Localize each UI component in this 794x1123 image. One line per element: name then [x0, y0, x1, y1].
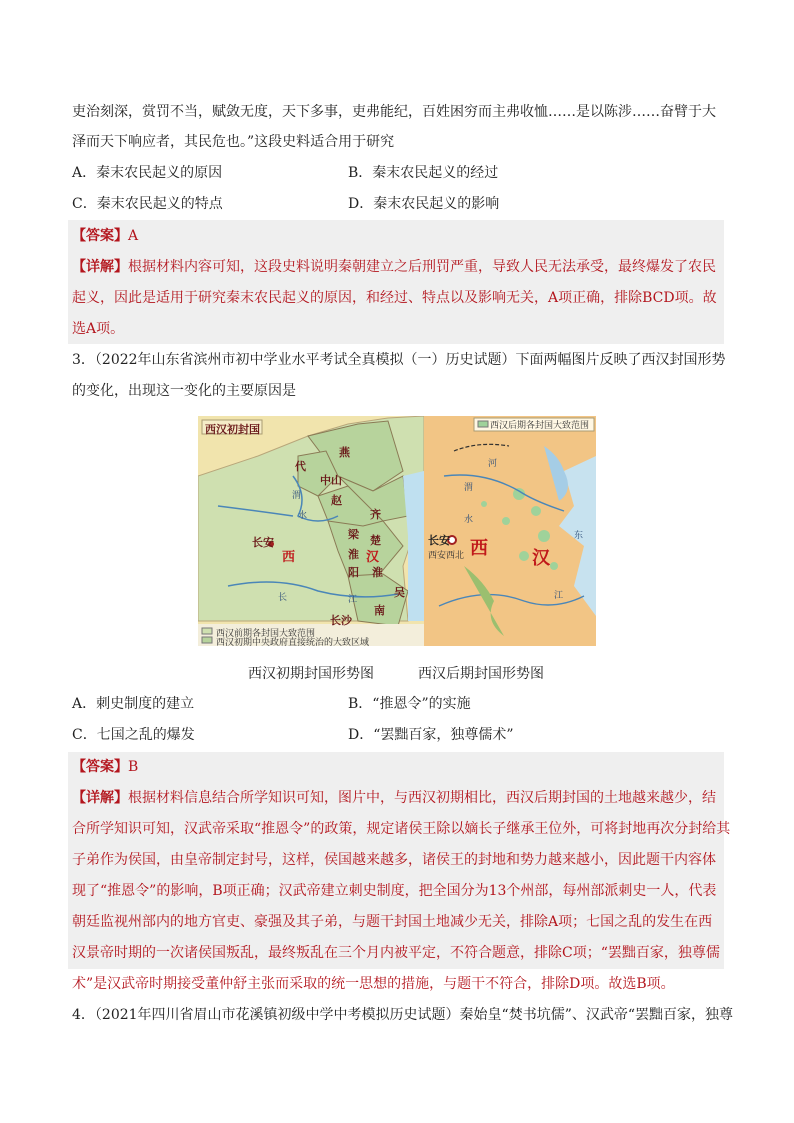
map-left-legend-2: 西汉初期中央政府直接统治的大致区域: [216, 638, 370, 646]
map-right-label-han: 汉: [532, 548, 550, 569]
q2-answer-tag: 【答案】: [72, 228, 128, 244]
q2-answer-line: [72, 226, 138, 246]
q2-answer-block: [68, 220, 724, 344]
map-left-label-changan: 长安: [252, 536, 274, 549]
map-left-label-dai: 代: [295, 460, 306, 473]
map-right-label-subtitle: 西安西北: [428, 551, 465, 561]
map-left-label-xi: 西: [282, 550, 296, 565]
q3-detail-line-2: 合所学知识可知，汉武帝采取“推恩令”的政策，规定诸侯王除以嫡长子继承王位外，可将封地再次分封给其: [72, 821, 731, 837]
q3-option-c[interactable]: C．七国之乱的爆发: [72, 727, 195, 743]
map-left-legend-1: 西汉前期各封国大致范围: [216, 629, 316, 639]
q2-option-d[interactable]: D．秦末农民起义的影响: [348, 196, 500, 212]
q2-options-row-1: [72, 163, 722, 183]
q3-answer-line: [72, 757, 138, 777]
map-left-label-shui: 水: [298, 511, 308, 521]
q3-answer-value: B: [128, 759, 139, 775]
q2-detail-line-2: 起义，因此是适用于研究秦末农民起义的原因，和经过、特点以及影响无关，A项正确，排除BCD项。故: [72, 290, 717, 306]
q3-options-row-2: [72, 725, 722, 745]
q3-detail-tag: 【详解】: [72, 790, 128, 806]
q2-detail-tag: 【详解】: [72, 259, 128, 275]
map-right-label-he: 河: [488, 459, 498, 469]
map-left-label-huai1: 淮: [348, 548, 359, 561]
q2-paragraph-line-2: 泽而天下响应者，其民危也。”这段史料适合用于研究: [72, 134, 395, 150]
q3-detail-line-1: 【详解】根据材料信息结合所学知识可知，图片中，与西汉初期相比，西汉后期封国的土地越来越少，结: [72, 790, 716, 806]
map-late-western-han: [424, 416, 596, 646]
map-caption-right: 西汉后期封国形势图: [418, 666, 544, 682]
map-left-label-wei: 渭: [292, 491, 302, 501]
map-left-label-nan: 南: [374, 604, 385, 617]
map-left-label-chang: 长: [278, 593, 288, 603]
map-left-label-wu: 吴: [394, 586, 405, 599]
map-early-western-han: [198, 416, 424, 646]
q3-option-d[interactable]: D．“罢黜百家，独尊儒术”: [348, 727, 514, 743]
q2-option-a[interactable]: A．秦末农民起义的原因: [72, 165, 223, 181]
map-left-label-qi: 齐: [370, 508, 381, 521]
map-left-label-jiang: 江: [348, 595, 358, 605]
q3-detail-line-4: 现了“推恩令”的影响，B项正确；汉武帝建立刺史制度，把全国分为13个州部，每州部派刺史一人，代表: [72, 883, 717, 899]
map-right-legend: 西汉后期各封国大致范围: [490, 421, 590, 431]
q3-options-row-1: [72, 694, 722, 714]
map-right-label-wei: 渭: [464, 483, 474, 493]
q2-options-row-2: [72, 194, 722, 214]
q3-detail-line-3: 子弟作为侯国，由皇帝制定封号，这样，侯国越来越多，诸侯王的封地和势力越来越小，因此题干内容体: [72, 852, 716, 868]
map-left-label-liang: 梁: [348, 528, 359, 541]
map-left-label-yan: 燕: [339, 446, 350, 459]
q2-option-c[interactable]: C．秦末农民起义的特点: [72, 196, 223, 212]
q2-detail-line-3: 选A项。: [72, 321, 125, 337]
map-right-label-jiang: 江: [554, 591, 564, 601]
map-left-title: 西汉初封国: [205, 423, 260, 436]
q3-detail-line-5: 朝廷监视州部内的地方官吏、豪强及其子弟，与题干封国土地减少无关，排除A项；七国之乱的发生在西: [72, 914, 713, 930]
q3-stem-line-2: 的变化，出现这一变化的主要原因是: [72, 383, 296, 399]
q3-answer-tag: 【答案】: [72, 759, 128, 775]
map-left-label-chu: 楚: [370, 534, 381, 547]
map-right-label-dong: 东: [574, 531, 584, 541]
q2-paragraph-line-1: 吏治刻深，赏罚不当，赋敛无度，天下多事，吏弗能纪，百姓困穷而主弗收恤……是以陈涉……奋臂于大: [72, 104, 716, 120]
map-right-label-xi: 西: [470, 538, 488, 559]
map-late-drawing: [424, 416, 596, 646]
map-left-label-yang: 阳: [348, 566, 359, 579]
q2-option-b[interactable]: B．秦末农民起义的经过: [348, 165, 499, 181]
map-right-label-shui: 水: [464, 515, 474, 525]
map-left-label-huai2: 淮: [372, 566, 383, 579]
q3-option-b[interactable]: B．“推恩令”的实施: [348, 696, 471, 712]
q3-option-a[interactable]: A．刺史制度的建立: [72, 696, 195, 712]
map-early-drawing: [198, 416, 424, 646]
q4-stem-line-1: 4．（2021年四川省眉山市花溪镇初级中学中考模拟历史试题）秦始皇“焚书坑儒”、汉武帝“罢黜百家，独尊: [72, 1007, 734, 1023]
map-caption-left: 西汉初期封国形势图: [248, 666, 374, 682]
map-left-label-zhao: 赵: [331, 494, 342, 507]
map-right-label-changan: 长安: [428, 534, 450, 547]
q3-detail-line-6: 汉景帝时期的一次诸侯国叛乱，最终叛乱在三个月内被平定，不符合题意，排除C项；“罢黜百家，独尊儒: [72, 945, 720, 961]
q3-detail-line-7: 术”是汉武帝时期接受董仲舒主张而采取的统一思想的措施，与题干不符合，排除D项。故选B项。: [72, 976, 675, 992]
q2-detail-line-1: 【详解】根据材料内容可知，这段史料说明秦朝建立之后刑罚严重，导致人民无法承受，最终爆发了农民: [72, 259, 716, 275]
map-left-label-changsha: 长沙: [330, 614, 352, 627]
q3-stem-line-1: 3．（2022年山东省滨州市初中学业水平考试全真模拟（一）历史试题）下面两幅图片反映了西汉封国形势: [72, 352, 726, 368]
map-left-label-han: 汉: [366, 550, 380, 565]
q2-answer-value: A: [128, 228, 139, 244]
map-left-label-zhongshan: 中山: [320, 474, 342, 487]
